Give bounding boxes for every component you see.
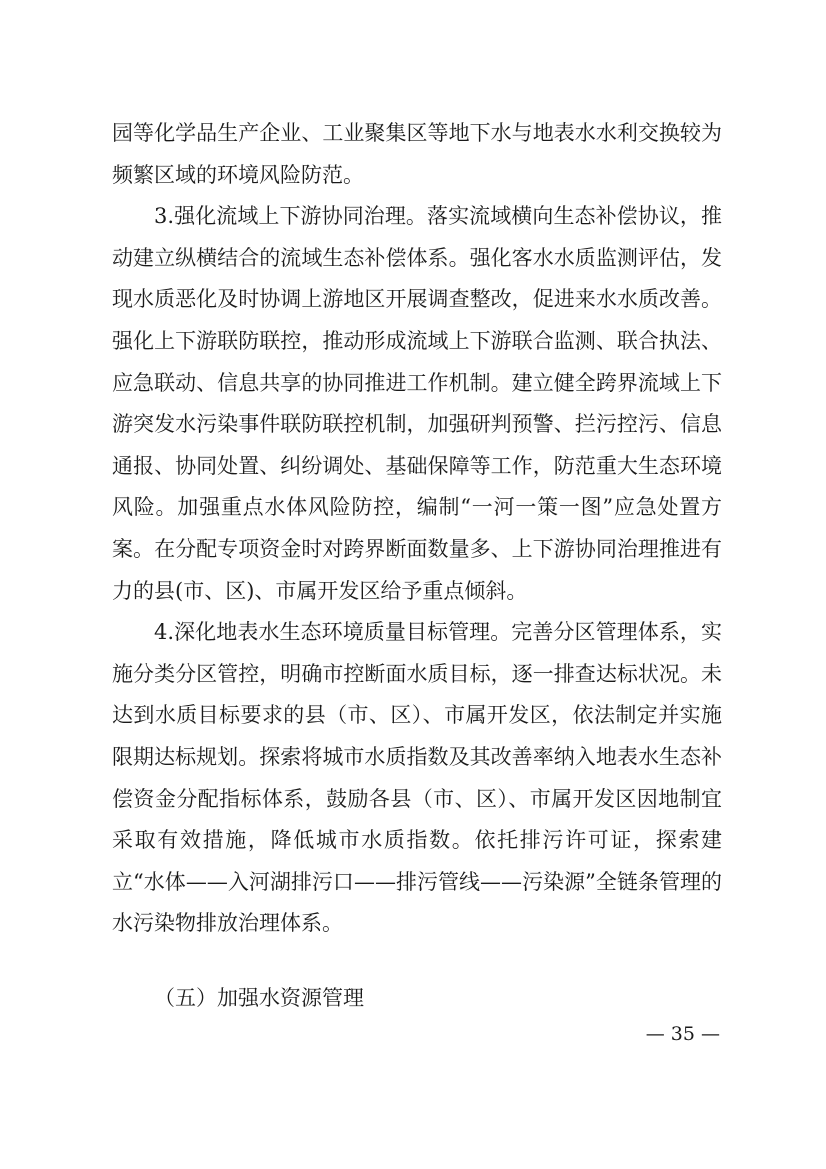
paragraph-surface-water-target: 4.深化地表水生态环境质量目标管理。完善分区管理体系，实施分类分区管控，明确市控断面水质目标，逐一排查达标状况。未达到水质目标要求的县（市、区）、市属开发区，依法制定并实施限期达标规划。探索将城市水质指数及其改善率纳入地表水生态补偿资金分配指标体系，鼓励各县（市、区）、市属开发区因地制宜采取有效措施，降低城市水质指数。依托排污许可证，探索建立“水体——入河湖排污口——排污管线——污染源”全链条管理的水污染物排放治理体系。 [112,620,722,936]
body-text [112,113,722,945]
paragraph-continuation: 园等化学品生产企业、工业聚集区等地下水与地表水水利交换较为频繁区域的环境风险防范。 [112,121,722,187]
paragraph-basin-coordination: 3.强化流域上下游协同治理。落实流域横向生态补偿协议，推动建立纵横结合的流域生态补偿体系。强化客水水质监测评估，发现水质恶化及时协调上游地区开展调查整改，促进来水水质改善。强化上下游联防联控，推动形成流域上下游联合监测、联合执法、应急联动、信息共享的协同推进工作机制。建立健全跨界流域上下游突发水污染事件联防联控机制，加强研判预警、拦污控污、信息通报、协同处置、纠纷调处、基础保障等工作，防范重大生态环境风险。加强重点水体风险防控，编制“一河一策一图”应急处置方案。在分配专项资金时对跨界断面数量多、上下游协同治理推进有力的县(市、区)、市属开发区给予重点倾斜。 [112,204,722,603]
page-number: — 35 — [645,1023,720,1045]
section-heading: （五）加强水资源管理 [154,986,364,1010]
